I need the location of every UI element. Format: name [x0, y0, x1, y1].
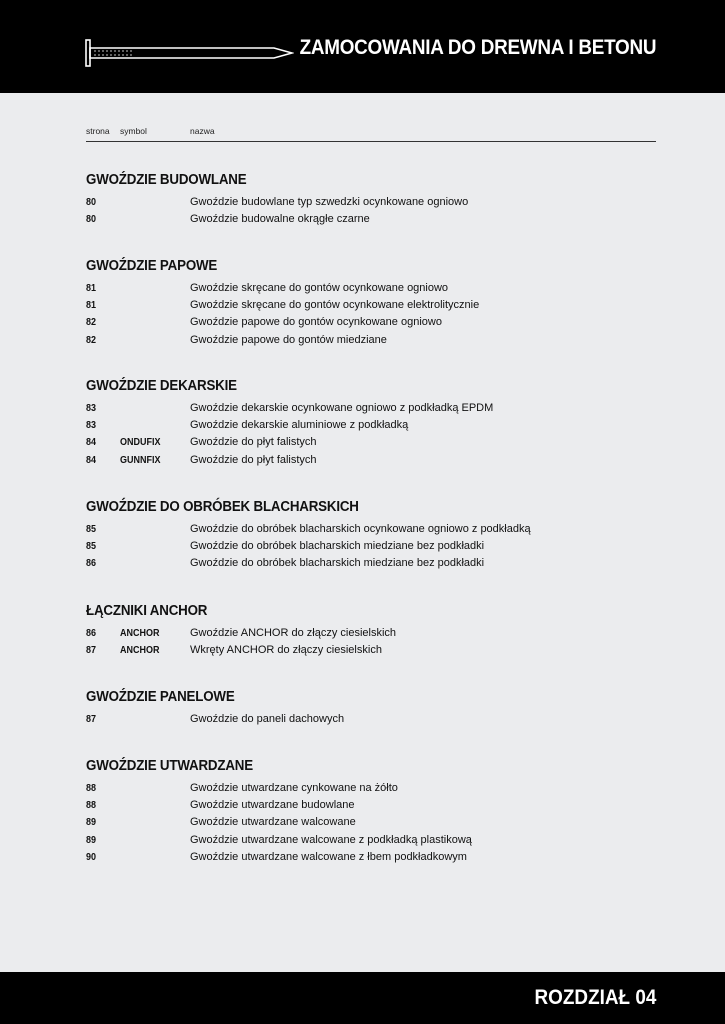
item-page: 85	[86, 524, 97, 535]
item-name: Gwoździe papowe do gontów miedziane	[190, 333, 387, 346]
column-header-symbol: symbol	[120, 126, 147, 136]
item-name: Gwoździe do obróbek blacharskich miedziane bez podkładki	[190, 540, 485, 553]
item-page: 82	[86, 317, 97, 329]
item-name: Gwoździe do obróbek blacharskich ocynkowane ogniowo z podkładką	[190, 523, 531, 535]
list-item	[86, 434, 656, 451]
list-item	[86, 642, 656, 659]
item-page: 85	[86, 541, 97, 553]
nail-icon	[84, 38, 294, 68]
item-name: Gwoździe skręcane do gontów ocynkowane ogniowo	[190, 282, 449, 294]
item-page: 86	[86, 558, 97, 570]
list-item	[86, 332, 656, 349]
item-name: Gwoździe papowe do gontów ocynkowane ogniowo	[190, 316, 442, 329]
item-page: 83	[86, 403, 97, 414]
list-item	[86, 780, 656, 797]
item-page: 88	[86, 800, 97, 812]
list-item	[86, 814, 656, 831]
list-item	[86, 521, 656, 538]
list-item	[86, 280, 656, 297]
item-page: 82	[86, 334, 97, 346]
section-title: GWOŹDZIE PANELOWE	[86, 689, 235, 705]
item-page: 87	[86, 645, 97, 657]
item-page: 88	[86, 783, 97, 794]
item-page: 89	[86, 834, 97, 846]
list-item	[86, 538, 656, 555]
item-symbol: GUNNFIX	[120, 454, 161, 466]
list-item	[86, 194, 656, 211]
section-title: GWOŹDZIE BUDOWLANE	[86, 172, 247, 188]
item-name: Gwoździe budowlane typ szwedzki ocynkowane ogniowo	[190, 196, 469, 208]
item-page: 89	[86, 817, 97, 829]
item-name: Gwoździe utwardzane budowlane	[190, 799, 355, 812]
item-page: 90	[86, 851, 97, 863]
item-symbol: ONDUFIX	[120, 437, 161, 449]
column-header-name: nazwa	[190, 126, 215, 136]
section-title: GWOŹDZIE DO OBRÓBEK BLACHARSKICH	[86, 499, 359, 515]
list-item	[86, 314, 656, 331]
item-name: Gwoździe utwardzane walcowane z podkładką plastikową	[190, 833, 472, 846]
page-footer	[0, 972, 725, 1024]
list-item	[86, 417, 656, 434]
item-name: Gwoździe utwardzane cynkowane na żółto	[190, 782, 398, 794]
item-page: 81	[86, 300, 97, 312]
item-name: Gwoździe do obróbek blacharskich miedziane bez podkładki	[190, 557, 485, 570]
list-item	[86, 452, 656, 469]
item-page: 87	[86, 714, 97, 725]
item-symbol: ANCHOR	[120, 645, 160, 657]
list-item	[86, 849, 656, 866]
item-name: Gwoździe ANCHOR do złączy ciesielskich	[190, 627, 397, 639]
section	[86, 756, 656, 866]
item-name: Gwoździe utwardzane walcowane	[190, 816, 356, 829]
section	[86, 687, 656, 728]
column-header-page: strona	[86, 126, 110, 136]
item-page: 84	[86, 437, 97, 449]
list-item	[86, 625, 656, 642]
list-item	[86, 832, 656, 849]
column-headers	[86, 126, 656, 142]
item-page: 84	[86, 454, 97, 466]
item-name: Gwoździe do płyt falistych	[190, 436, 317, 449]
list-item	[86, 555, 656, 572]
section	[86, 497, 656, 573]
item-page: 83	[86, 420, 97, 432]
list-item	[86, 797, 656, 814]
item-page: 80	[86, 197, 97, 208]
section-title: GWOŹDZIE UTWARDZANE	[86, 758, 253, 774]
section-title: GWOŹDZIE DEKARSKIE	[86, 378, 237, 394]
item-name: Gwoździe utwardzane walcowane z łbem podkładkowym	[190, 850, 467, 863]
section-title: ŁĄCZNIKI ANCHOR	[86, 603, 208, 619]
item-symbol: ANCHOR	[120, 628, 160, 639]
list-item	[86, 211, 656, 228]
item-page: 86	[86, 628, 97, 639]
section	[86, 170, 656, 228]
item-name: Gwoździe dekarskie ocynkowane ogniowo z podkładką EPDM	[190, 402, 494, 414]
item-page: 81	[86, 283, 97, 294]
section-title: GWOŹDZIE PAPOWE	[86, 258, 218, 274]
chapter-title: ROZDZIAŁ 04	[534, 986, 656, 1009]
item-name: Gwoździe do płyt falistych	[190, 453, 317, 466]
page-header	[0, 0, 725, 93]
item-page: 80	[86, 214, 97, 226]
section	[86, 376, 656, 469]
list-item	[86, 711, 656, 728]
list-item	[86, 400, 656, 417]
section	[86, 256, 656, 349]
item-name: Wkręty ANCHOR do złączy ciesielskich	[190, 644, 382, 657]
list-item	[86, 297, 656, 314]
item-name: Gwoździe budowalne okrągłe czarne	[190, 213, 370, 226]
item-name: Gwoździe do paneli dachowych	[190, 713, 345, 725]
section	[86, 601, 656, 659]
item-name: Gwoździe dekarskie aluminiowe z podkładką	[190, 419, 409, 432]
item-name: Gwoździe skręcane do gontów ocynkowane elektrolitycznie	[190, 299, 480, 312]
page-title: ZAMOCOWANIA DO DREWNA I BETONU	[299, 36, 656, 59]
